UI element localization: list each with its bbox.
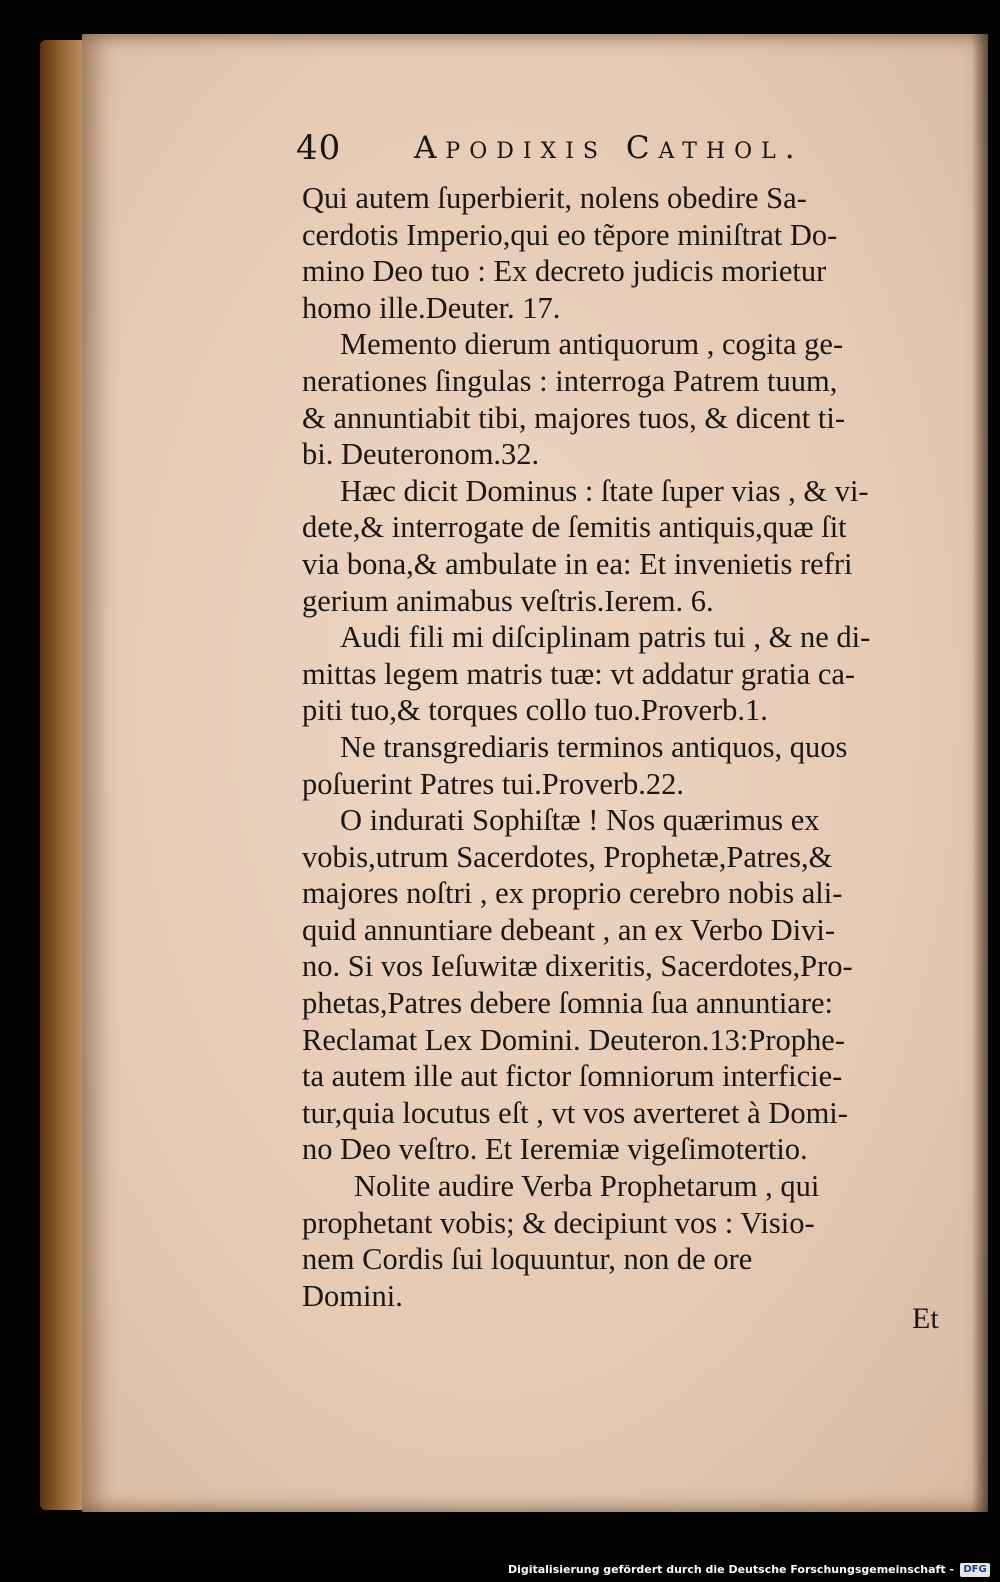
text-line: piti tuo,& torques collo tuo.Proverb.1. <box>302 693 768 728</box>
text-line: nem Cordis ſui loquuntur, non de ore <box>302 1242 753 1277</box>
text-line: Audi fili mi diſciplinam patris tui , & ne di- <box>340 620 871 655</box>
text-line: Nolite audire Verba Prophetarum , qui <box>354 1169 820 1204</box>
catchword: Et <box>912 1302 939 1335</box>
page-number: 40 <box>296 128 342 168</box>
text-line: tur,quia locutus eſt , vt vos averteret à Domi- <box>302 1095 848 1130</box>
text-line: ta autem ille aut fictor ſomniorum interficie- <box>302 1059 843 1094</box>
text-line: homo ille.Deuter. 17. <box>302 290 561 325</box>
text-line: phetas,Patres debere ſomnia ſua annuntiare: <box>302 986 834 1021</box>
text-line: via bona,& ambulate in ea: Et invenietis refri <box>302 546 853 581</box>
text-line: prophetant vobis; & decipiunt vos : Visio- <box>302 1205 815 1240</box>
text-line: mino Deo tuo : Ex decreto judicis morietur <box>302 254 827 289</box>
text-line: & annuntiabit tibi, majores tuos, & dicent ti- <box>302 400 845 435</box>
text-line: Reclamat Lex Domini. Deuteron.13:Prophe- <box>302 1022 845 1057</box>
text-line: quid annuntiare debeant , an ex Verbo Divi- <box>302 912 836 947</box>
body-text <box>302 180 962 1314</box>
text-line: Hæc dicit Dominus : ſtate ſuper vias , & vi- <box>340 473 869 508</box>
dfg-logo: DFG <box>960 1563 990 1577</box>
page-edge-shadow <box>972 34 988 1512</box>
running-title: Apodixis Cathol. <box>414 130 804 166</box>
text-line: Domini. <box>302 1278 403 1313</box>
text-line: no. Si vos Ieſuwitæ dixeritis, Sacerdotes,Pro- <box>302 949 853 984</box>
text-line: dete,& interrogate de ſemitis antiquis,quæ ſit <box>302 510 847 545</box>
text-line: poſuerint Patres tui.Proverb.22. <box>302 766 685 801</box>
text-line: mittas legem matris tuæ: vt addatur gratia ca- <box>302 656 856 691</box>
text-line: nerationes ſingulas : interroga Patrem tuum, <box>302 363 838 398</box>
text-line: gerium animabus veſtris.Ierem. 6. <box>302 583 714 618</box>
text-line: cerdotis Imperio,qui eo tẽpore miniſtrat Do- <box>302 217 838 252</box>
text-line: O indurati Sophiſtæ ! Nos quærimus ex <box>340 803 820 838</box>
text-line: Memento dierum antiquorum , cogita ge- <box>340 327 844 362</box>
page-header <box>296 128 856 172</box>
text-line: majores noſtri , ex proprio cerebro nobis ali- <box>302 876 843 911</box>
text-line: bi. Deuteronom.32. <box>302 437 540 472</box>
digitization-credit: Digitalisierung gefördert durch die Deutsche Forschungsgemeinschaft - <box>507 1563 954 1576</box>
text-line: no Deo veſtro. Et Ieremiæ vigeſimotertio. <box>302 1132 808 1167</box>
text-line: vobis,utrum Sacerdotes, Prophetæ,Patres,& <box>302 839 833 874</box>
text-line: Ne transgrediaris terminos antiquos, quos <box>340 729 848 764</box>
text-line: Qui autem ſuperbierit, nolens obedire Sa- <box>302 181 807 215</box>
